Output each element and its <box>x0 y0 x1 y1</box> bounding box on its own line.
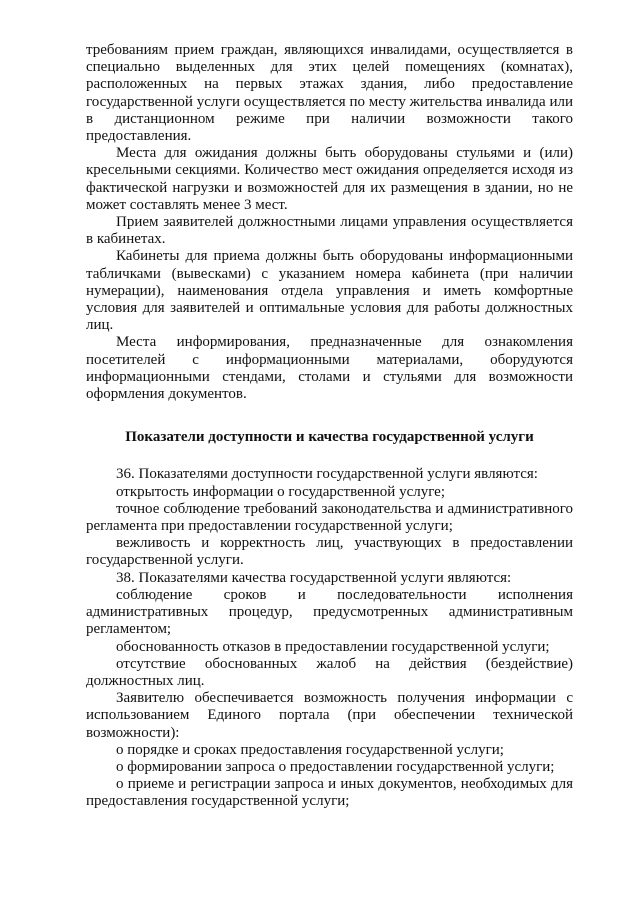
section-heading: Показатели доступности и качества государственной услуги <box>125 429 534 446</box>
paragraph: о формировании запроса о предоставлении государственной услуги; <box>116 758 555 775</box>
paragraph: Места для ожидания должны быть оборудованы стульями и (или) кресельными секциями. Количество мест ожидания определяется исходя из фактической нагрузки и возможностей для их размещения в здании, но не может составлять менее 3 мест. <box>86 145 573 213</box>
paragraph: 38. Показателями качества государственной услуги являются: <box>116 569 512 586</box>
paragraph: Прием заявителей должностными лицами управления осуществляется в кабинетах. <box>86 214 573 248</box>
paragraph: обоснованность отказов в предоставлении государственной услуги; <box>116 638 550 655</box>
paragraph: вежливость и корректность лиц, участвующих в предоставлении государственной услуги. <box>86 535 573 569</box>
paragraph: Места информирования, предназначенные для ознакомления посетителей с информационными материалами, оборудуются информационными стендами, столами и стульями для возможности оформления документов. <box>86 334 573 403</box>
body-text-top <box>86 42 573 403</box>
paragraph: о порядке и сроках предоставления государственной услуги; <box>116 741 504 758</box>
document-page <box>86 42 573 811</box>
paragraph: открытость информации о государственной услуге; <box>116 483 446 500</box>
paragraph: соблюдение сроков и последовательности исполнения административных процедур, предусмотренных административным регламентом; <box>86 586 573 638</box>
paragraph: требованиям прием граждан, являющихся инвалидами, осуществляется в специально выделенных для этих целей помещениях (комнатах), расположенных на первых этажах здания, либо предоставление государственной услуги осуществляется по месту жительства инвалида или в дистанционном режиме при наличии возможности такого предоставления. <box>86 42 573 145</box>
paragraph: 36. Показателями доступности государственной услуги являются: <box>116 466 538 483</box>
paragraph: о приеме и регистрации запроса и иных документов, необходимых для предоставления государственной услуги; <box>86 776 573 810</box>
paragraph: Кабинеты для приема должны быть оборудованы информационными табличками (вывесками) с указанием номера кабинета (при наличии нумерации), наименования отдела управления и иметь комфортные условия для заявителей и оптимальные условия для работы должностных лиц. <box>86 248 573 334</box>
body-text-bottom <box>86 466 573 810</box>
paragraph: точное соблюдение требований законодательства и административного регламента при предоставлении государственной услуги; <box>86 500 573 535</box>
paragraph: отсутствие обоснованных жалоб на действия (бездействие) должностных лиц. <box>86 655 573 689</box>
paragraph: Заявителю обеспечивается возможность получения информации с использованием Единого портала (при обеспечении технической возможности): <box>86 690 573 741</box>
